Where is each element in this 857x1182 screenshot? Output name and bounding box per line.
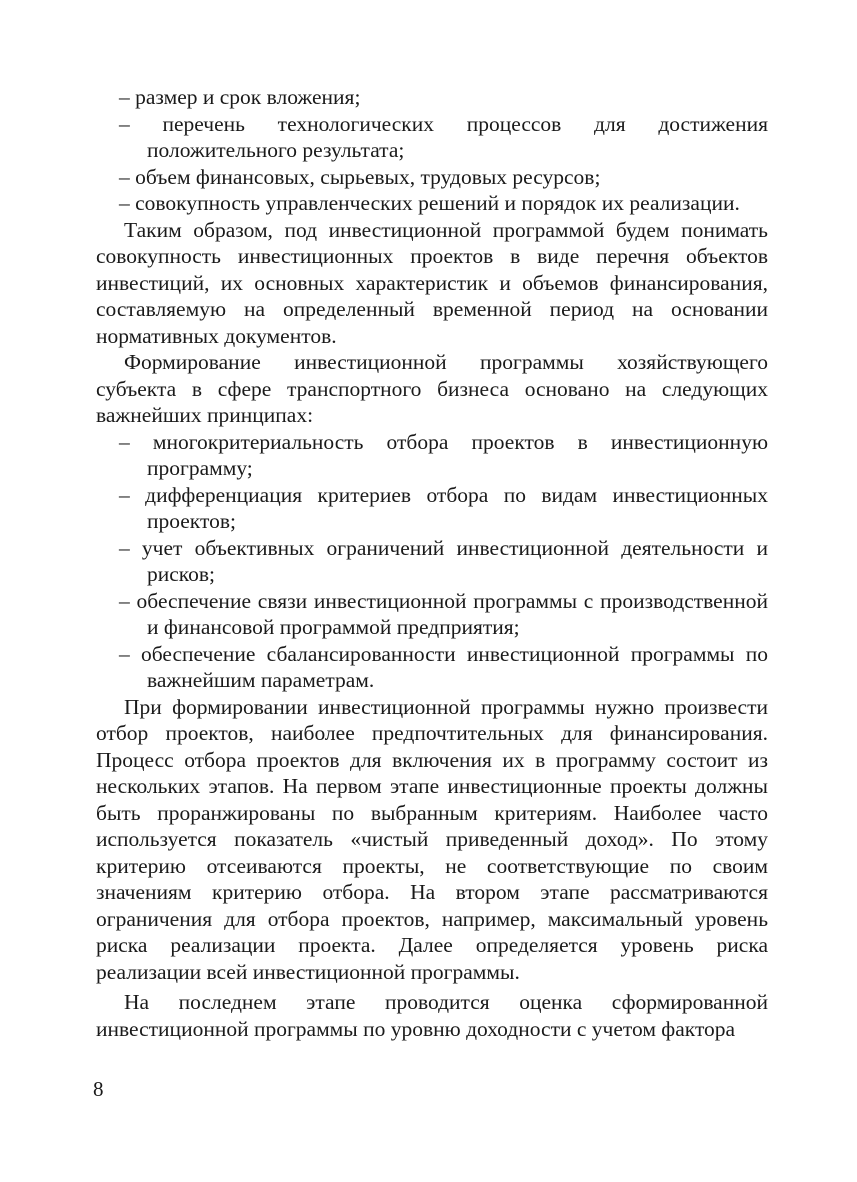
- paragraph-final-stage: На последнем этапе проводится оценка сформированной инвестиционной программы по уровню доходности с учетом фактора: [96, 990, 768, 1041]
- list-item: – обеспечение связи инвестиционной программы с производственной и финансовой программой предприятия;: [119, 588, 768, 639]
- page-body: [96, 84, 768, 1042]
- principles-list: [96, 429, 768, 694]
- paragraph-selection-process: При формировании инвестиционной программы нужно произвести отбор проектов, наиболее предпочтительных для финансирования. Процесс отбора проектов для включения их в программу состоит из нескольких этапов. На первом этапе инвестиционные проекты должны быть проранжированы по выбранным критериям. Наиболее часто используется показатель «чистый приведенный доход». По этому критерию отсеиваются проекты, не соответствующие по своим значениям критерию отбора. На втором этапе рассматриваются ограничения для отбора проектов, например, максимальный уровень риска реализации проекта. Далее определяется уровень риска реализации всей инвестиционной программы.: [96, 694, 768, 984]
- list-item: – учет объективных ограничений инвестиционной деятельности и рисков;: [119, 535, 768, 586]
- list-item: – размер и срок вложения;: [119, 85, 361, 109]
- list-item: – обеспечение сбалансированности инвестиционной программы по важнейшим параметрам.: [119, 641, 768, 692]
- paragraph-principles-intro: Формирование инвестиционной программы хозяйствующего субъекта в сфере транспортного бизнеса основано на следующих важнейших принципах:: [96, 350, 768, 427]
- list-item: – перечень технологических процессов для достижения положительного результата;: [119, 111, 768, 162]
- page-number: 8: [93, 1077, 104, 1101]
- list-item: – объем финансовых, сырьевых, трудовых ресурсов;: [119, 164, 601, 189]
- paragraph-definition: Таким образом, под инвестиционной программой будем понимать совокупность инвестиционных проектов в виде перечня объектов инвестиций, их основных характеристик и объемов финансирования, составляемую на определенный временной период на основании нормативных документов.: [96, 217, 768, 348]
- list-item: – дифференциация критериев отбора по видам инвестиционных проектов;: [119, 482, 768, 533]
- list-item: – совокупность управленческих решений и порядок их реализации.: [119, 191, 740, 215]
- requirements-list: [96, 84, 768, 217]
- list-item: – многокритериальность отбора проектов в инвестиционную программу;: [119, 429, 768, 480]
